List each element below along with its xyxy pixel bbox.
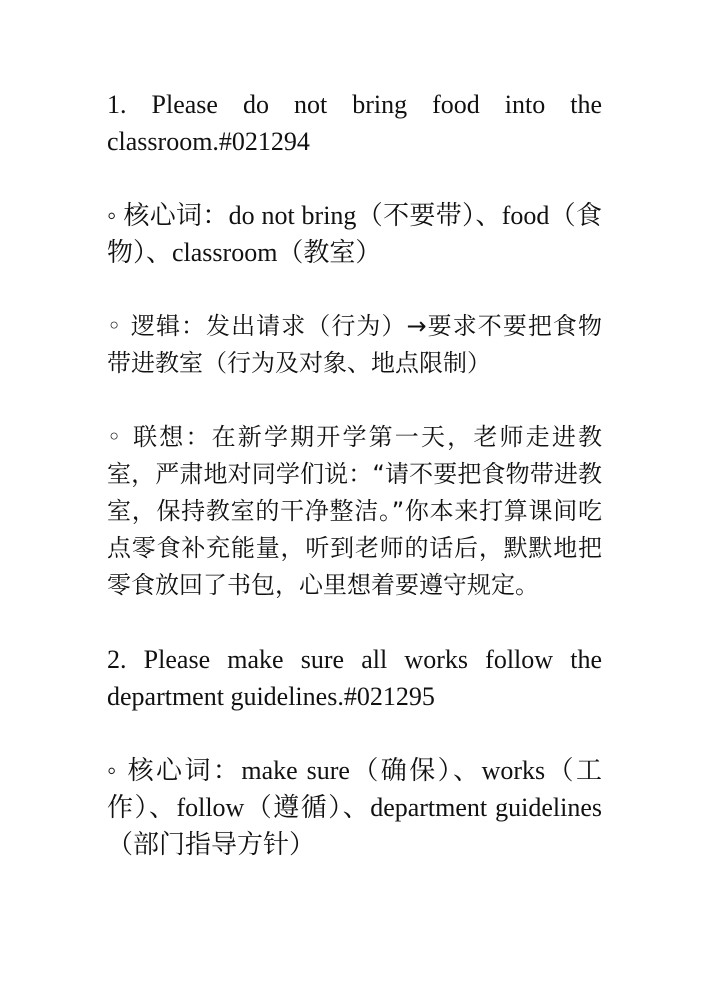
document-page [107, 86, 602, 863]
sentence-1: 1. Please do not bring food into the classroom.#021294 [107, 90, 602, 156]
sentence-2: 2. Please make sure all works follow the department guidelines.#021295 [107, 645, 602, 711]
logic-1: ◦ 逻辑：发出请求（行为）→要求不要把食物带进教室（行为及对象、地点限制） [107, 312, 602, 377]
association-1: ◦ 联想：在新学期开学第一天，老师走进教室，严肃地对同学们说：“请不要把食物带进教室，保持教室的干净整洁。”你本来打算课间吃点零食补充能量，听到老师的话后，默默地把零食放回了书包，心里想着要遵守规定。 [107, 423, 602, 599]
keywords-1: ◦ 核心词：do not bring（不要带）、food（食物）、classroom（教室） [107, 201, 602, 267]
keywords-2: ◦ 核心词：make sure（确保）、works（工作）、follow（遵循）、department guidelines（部门指导方针） [107, 756, 602, 859]
